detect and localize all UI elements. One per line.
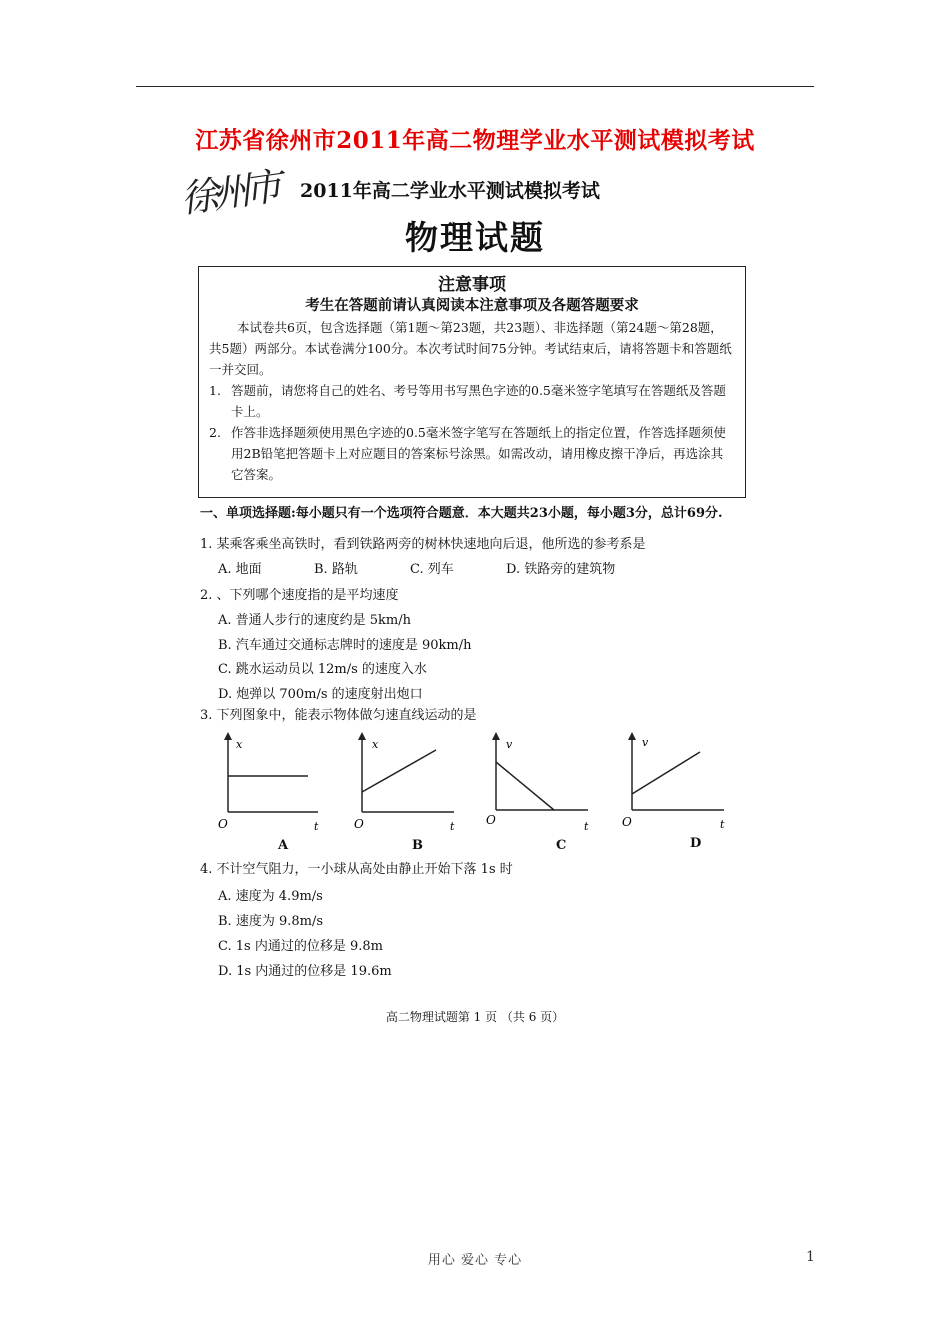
- option: B. 速度为 9.8m/s: [218, 914, 324, 929]
- y-axis-label: v: [506, 738, 513, 751]
- notice-item: [209, 380, 735, 422]
- document-footer: 用心 爱心 专心: [427, 1253, 523, 1268]
- graph-label: A: [278, 838, 289, 853]
- document-title: 江苏省徐州市2011年高二物理学业水平测试模拟考试: [195, 127, 755, 154]
- option: D. 1s 内通过的位移是 19.6m: [218, 964, 392, 979]
- graph-d: [620, 730, 735, 835]
- origin-label: O: [354, 817, 364, 831]
- x-axis-label: t: [314, 820, 319, 833]
- notice-item-number: 1.: [209, 383, 221, 398]
- notice-intro: 本试卷共6页，包含选择题（第1题～第23题，共23题）、非选择题（第24题～第28题，共5题）两部分。本试卷满分100分。本次考试时间75分钟。考试结束后，请将答题卡和答题纸一并交回。: [209, 320, 732, 377]
- x-axis-label: t: [450, 820, 455, 833]
- question-stem: 1. 某乘客乘坐高铁时，看到铁路两旁的树林快速地向后退，他所选的参考系是: [200, 537, 646, 552]
- graph-label: C: [556, 838, 567, 853]
- graph-label: B: [412, 838, 423, 853]
- graph-label: D: [690, 836, 702, 851]
- notice-heading: 注意事项: [438, 275, 506, 295]
- section-heading: 一、单项选择题:每小题只有一个选项符合题意．本大题共23小题，每小题3分，总计69分.: [200, 506, 723, 521]
- y-axis-label: v: [642, 736, 649, 749]
- graph-c: [484, 730, 599, 835]
- handwritten-signature: 徐州市: [177, 164, 280, 222]
- notice-subheading: 考生在答题前请认真阅读本注意事项及各题答题要求: [305, 297, 639, 314]
- option: C. 1s 内通过的位移是 9.8m: [218, 939, 383, 954]
- notice-item-text: 答题前，请您将自己的姓名、考号等用书写黑色字迹的0.5毫米签字笔填写在答题纸及答题卡上。: [231, 383, 726, 419]
- origin-label: O: [622, 815, 632, 829]
- y-axis-arrow: [628, 732, 636, 740]
- notice-box: [198, 266, 746, 498]
- notice-item: [209, 422, 735, 485]
- option: A. 速度为 4.9m/s: [218, 889, 323, 904]
- x-axis-label: t: [720, 818, 725, 831]
- graph-a: [214, 730, 329, 835]
- top-rule: [136, 86, 814, 87]
- y-axis-label: x: [236, 738, 243, 751]
- y-axis-arrow: [492, 732, 500, 740]
- graph-line: [632, 752, 700, 794]
- option: D. 铁路旁的建筑物: [506, 562, 616, 577]
- notice-item-text: 作答非选择题须使用黑色字迹的0.5毫米签字笔写在答题纸上的指定位置，作答选择题须使用2B铅笔把答题卡上对应题目的答案标号涂黑。如需改动，请用橡皮擦干净后，再选涂其它答案。: [231, 425, 726, 482]
- y-axis-label: x: [372, 738, 379, 751]
- option: A. 地面: [218, 562, 262, 577]
- graph-b: [350, 730, 465, 835]
- origin-label: O: [486, 813, 496, 827]
- origin-label: O: [218, 817, 228, 831]
- option: C. 跳水运动员以 12m/s 的速度入水: [218, 662, 427, 677]
- graph-line: [362, 750, 436, 792]
- page-number: 1: [806, 1249, 815, 1265]
- option: D. 炮弹以 700m/s 的速度射出炮口: [218, 687, 423, 702]
- exam-page-footer: 高二物理试题第 1 页 （共 6 页）: [385, 1010, 565, 1024]
- y-axis-arrow: [358, 732, 366, 740]
- question-stem: 4. 不计空气阻力，一小球从高处由静止开始下落 1s 时: [200, 862, 513, 877]
- x-axis-label: t: [584, 820, 589, 833]
- option: B. 路轨: [314, 562, 358, 577]
- notice-item-number: 2.: [209, 425, 221, 440]
- option: B. 汽车通过交通标志牌时的速度是 90km/h: [218, 638, 472, 653]
- y-axis-arrow: [224, 732, 232, 740]
- question-stem: 3. 下列图象中，能表示物体做匀速直线运动的是: [200, 708, 477, 723]
- option: A. 普通人步行的速度约是 5km/h: [218, 613, 412, 628]
- exam-title: 物理试题: [405, 218, 545, 257]
- graph-line: [496, 762, 554, 810]
- question-stem: 2. 、下列哪个速度指的是平均速度: [200, 588, 399, 603]
- option: C. 列车: [410, 562, 454, 577]
- exam-subtitle: 2011年高二学业水平测试模拟考试: [300, 180, 600, 202]
